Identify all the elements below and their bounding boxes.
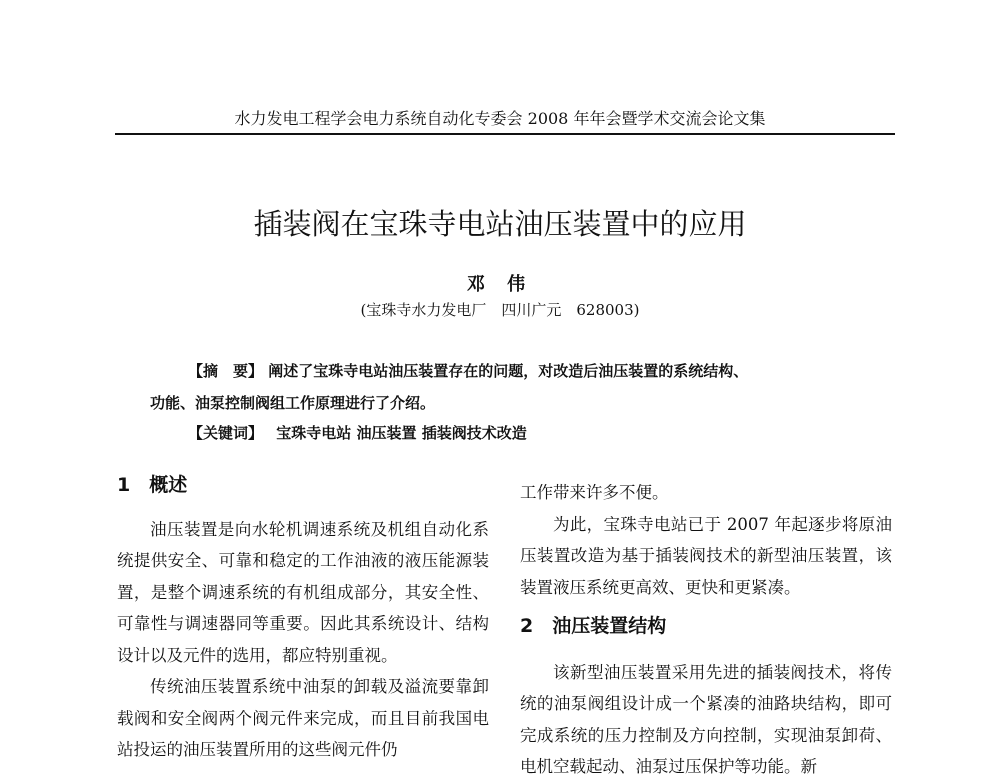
abstract-text-1: 阐述了宝珠寺电站油压装置存在的问题，对改造后油压装置的系统结构、 xyxy=(268,362,749,380)
paper-title: 插装阀在宝珠寺电站油压装置中的应用 xyxy=(253,207,747,241)
abstract-label: 【摘 要】 xyxy=(188,362,264,380)
right-column xyxy=(520,477,892,783)
keywords xyxy=(188,422,527,443)
section-1-heading: 1 概述 xyxy=(117,474,188,496)
running-header: 水力发电工程学会电力系统自动化专委会 2008 年年会暨学术交流会论文集 xyxy=(234,109,766,128)
keywords-label: 【关键词】 xyxy=(188,424,264,442)
left-column xyxy=(117,470,489,766)
paragraph: 该新型油压装置采用先进的插装阀技术，将传统的油泵阀组设计成一个紧凑的油路块结构，即可完成系统的压力控制及方向控制，实现油泵卸荷、电机空载起动、油泵过压保护等功能。新 xyxy=(520,662,892,776)
section-2-heading: 2 油压装置结构 xyxy=(520,615,667,637)
paragraph: 为此，宝珠寺电站已于 2007 年起逐步将原油压装置改造为基于插装阀技术的新型油压装置，该装置液压系统更高效、更快和更紧凑。 xyxy=(520,514,892,597)
abstract-line-1 xyxy=(188,360,748,381)
paragraph: 油压装置是向水轮机调速系统及机组自动化系统提供安全、可靠和稳定的工作油液的液压能源装置，是整个调速系统的有机组成部分，其安全性、可靠性与调速器同等重要。因此其系统设计、结构设计以及元件的选用，都应特别重视。 xyxy=(117,519,489,665)
header-rule xyxy=(115,133,895,135)
author: 邓 伟 xyxy=(466,274,534,295)
keywords-text: 宝珠寺电站 油压装置 插装阀技术改造 xyxy=(276,424,527,442)
paragraph: 传统油压装置系统中油泵的卸载及溢流要靠卸载阀和安全阀两个阀元件来完成，而且目前我国电站投运的油压装置所用的这些阀元件仍 xyxy=(117,677,489,759)
abstract-text-2: 功能、油泵控制阀组工作原理进行了介绍。 xyxy=(150,394,436,412)
paragraph: 工作带来许多不便。 xyxy=(520,483,669,502)
affiliation: (宝珠寺水力发电厂 四川广元 628003) xyxy=(360,301,640,319)
